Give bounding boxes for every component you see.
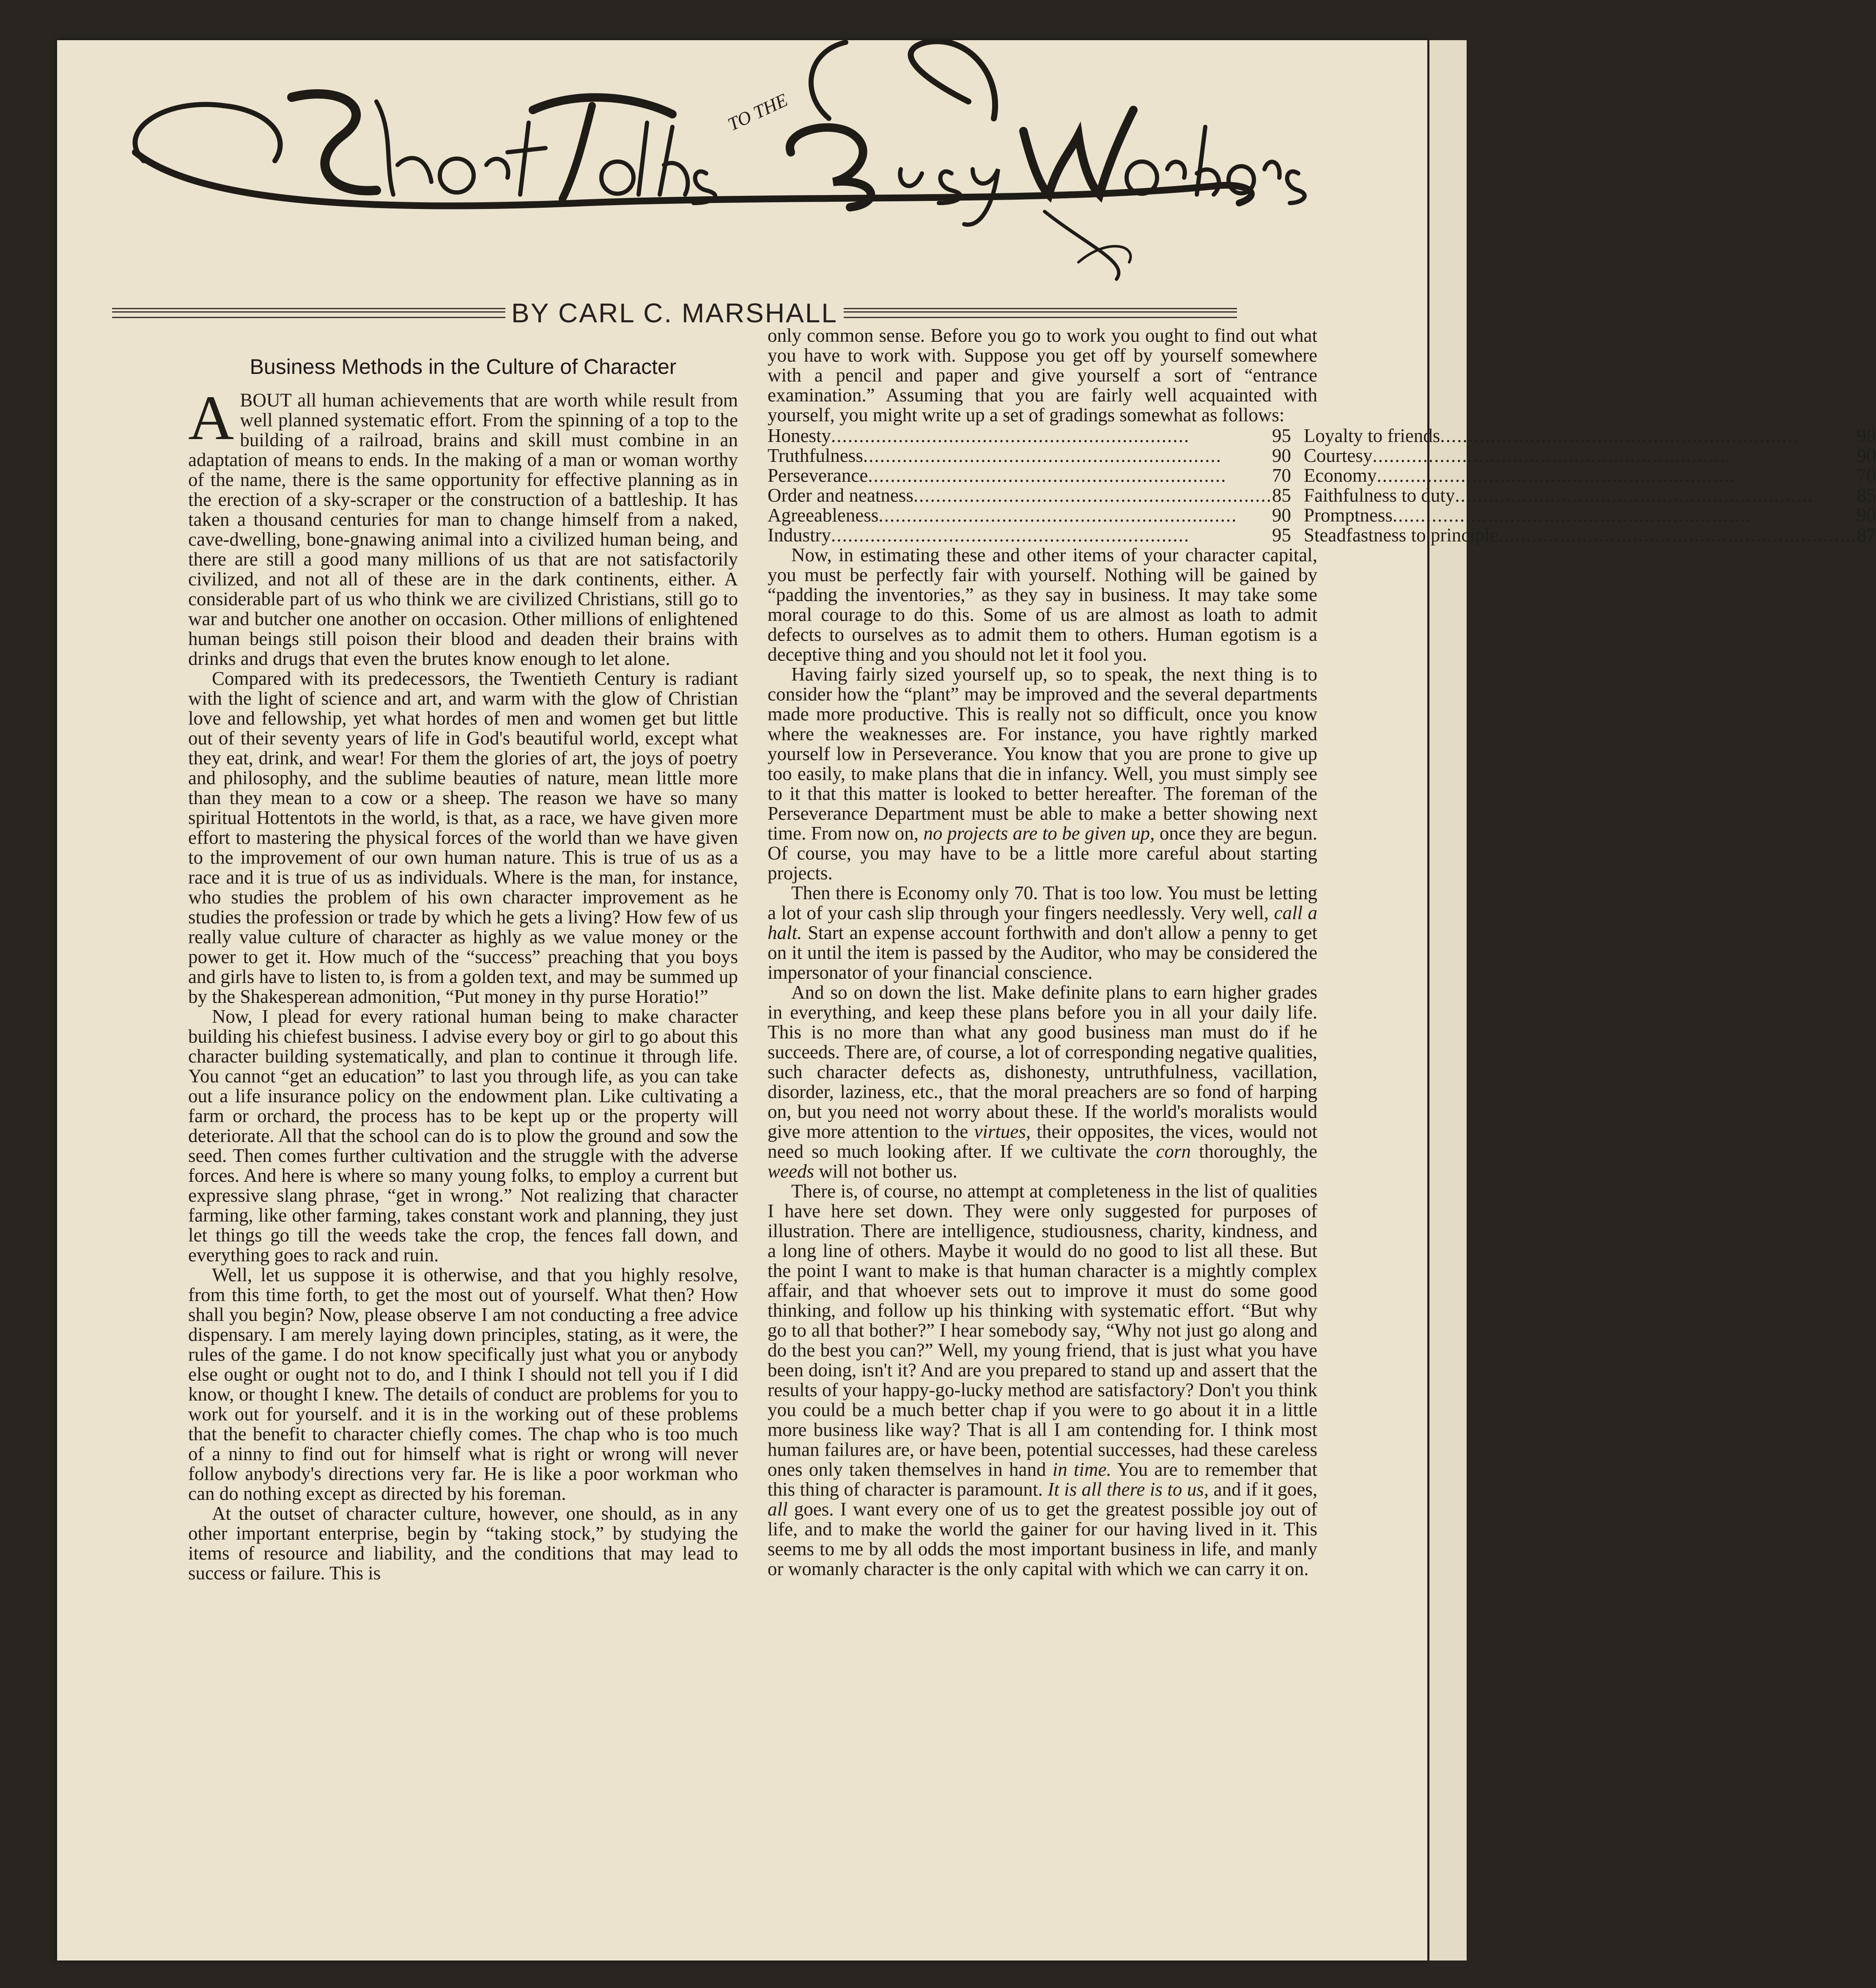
grade-row: Faithfulness to duty ..... 85 [1304, 486, 1876, 505]
grade-row: Honesty ..... 95 [768, 426, 1291, 446]
paragraph: And so on down the list. Make definite plans to earn higher grades in everything, and keep these plans before you in all your daily life. This is no more than what any good business man must do if he succeeds. There are, of course, a lot of corresponding negative qualities, such character defects as, dishonesty, untruthfulness, vacillation, disorder, laziness, etc., that the moral preachers are so fond of harping on, but you need not worry about these. If the world's moralists would give more attention to the virtues, their opposites, the vices, would not need so much looking after. If we cultivate the corn thoroughly, the weeds will not bother us. [768, 982, 1318, 1182]
right-column [768, 325, 1876, 1831]
paragraph: Well, let us suppose it is otherwise, and that you highly resolve, from this time forth, to get the most out of yourself. What then? How shall you begin? Now, please observe I am not conducting a free advice dispensary. I am merely laying down principles, stating, as it were, the rules of the game. I do not know specifically just what you or anybody else ought or ought not to do, and I think I should not tell you if I did know, or thought I knew. The details of conduct are problems for you to work out for yourself. and it is in the working out of these problems that the benefit to character chiefly comes. The chap who is too much of a ninny to find out for himself what is right or wrong will never follow anybody's directions very far. He is like a poor workman who can do nothing except as directed by his foreman. [188, 1264, 738, 1504]
grade-row: Steadfastness to principle ..... 87 [1304, 525, 1876, 545]
paragraph: only common sense. Before you go to work you ought to find out what you have to work with. Suppose you get off by yourself somewhere with a pencil and paper and give yourself a sort of “entrance examination.” Assuming that you are fairly well acquainted with yourself, you might write up a set of gradings somewhat as follows: [768, 325, 1317, 426]
grade-row: Loyalty to friends ..... 98 [1304, 426, 1876, 446]
emphasis: all [768, 1499, 788, 1520]
emphasis: It is all there is to us, [1048, 1479, 1209, 1500]
grade-row: Agreeableness ..... 90 [768, 505, 1291, 525]
grade-row: Promptness ..... 90 [1304, 505, 1876, 525]
paragraph-text: BOUT all human achievements that are worth while result from well planned systematic effort. From the spinning of a top to the building of a railroad, brains and skill must combine in an adaptation of means to ends. In the making of a man or woman worthy of the name, there is the same opportunity for effective planning as in the erection of a sky-scraper or the construction of a battleship. It has taken a thousand centuries for man to change himself from a naked, cave-dwelling, bone-gnawing animal into a civilized human being, and there are still a good many millions of us that are not satisfactorily civilized, and not all of these are in the dark continents, either. A considerable part of us who think we are civilized Christians, still go to war and butcher one another on occasion. Other millions of enlightened human beings still poison their blood and deaden their brains with drinks and drugs that even the brutes know enough to let alone. [188, 390, 738, 669]
grade-row: Truthfulness ..... 90 [768, 446, 1291, 466]
paragraph: There is, of course, no attempt at completeness in the list of qualities I have here set down. They were only suggested for purposes of illustration. There are intelligence, studiousness, charity, kindness, and a long line of others. Maybe it would do no good to list all these. But the point I want to make is that human character is a mightly complex affair, and that whoever sets out to improve it must do some good thinking, and follow up his thinking with systematic effort. “But why go to all that bother?” I hear somebody say, “Why not just go along and do the best you can?” Well, my young friend, that is just what you have been doing, isn't it? And are you prepared to stand up and assert that the results of your happy-go-lucky method are satisfactory? Don't you think you could be a much better chap if you were to go about it in a little more business like way? That is all I am contending for. I think most human failures are, or have been, potential successes, had these careless ones only taken themselves in hand in time. You are to remember that this thing of character is paramount. It is all there is to us, and if it goes, all goes. I want every one of us to get the greatest possible joy out of life, and to make the world the gainer for our having lived in it. This seems to me by all odds the most important business in life, and manly or womanly character is the only capital with which we can carry it on. [768, 1181, 1318, 1579]
left-column [188, 338, 738, 1844]
masthead-script-title [72, 25, 1307, 279]
byline: BY CARL C. MARSHALL [511, 298, 838, 328]
paragraph [188, 383, 738, 669]
emphasis: virtues, [974, 1121, 1031, 1142]
paragraph: Now, in estimating these and other items of your character capital, you must be perfectly fair with yourself. Nothing will be gained by “padding the inventories,” as they say in business. It may take some moral courage to do this. Some of us are almost as loath to admit defects to ourselves as to admit them to others. Human egotism is a deceptive thing and you should not let it fool you. [768, 544, 1317, 665]
drop-cap: A [188, 383, 234, 453]
grade-row: Courtesy ..... 90 [1304, 446, 1876, 466]
paragraph: At the outset of character culture, however, one should, as in any other important enterprise, begin by “taking stock,” by studying the items of resource and liability, and the conditions that may lead to success or failure. This is [188, 1503, 738, 1584]
adjacent-page-edge [1429, 40, 1467, 1961]
byline-rule-left [112, 308, 505, 318]
grades-table [768, 425, 1876, 546]
grade-row: Perseverance ..... 70 [768, 466, 1291, 486]
svg-text:TO THE: TO THE [724, 89, 791, 135]
byline-rule-right [844, 308, 1237, 318]
article-subhead: Business Methods in the Culture of Character [250, 355, 677, 379]
paragraph: Having fairly sized yourself up, so to speak, the next thing is to consider how the “plant” may be improved and the several departments made more productive. This is really not so difficult, once you know where the weaknesses are. For instance, you have rightly marked yourself low in Perseverance. You know that you are prone to give up too easily, to make plans that die in infancy. Well, you must simply see to it that this matter is looked to better hereafter. The foreman of the Perseverance Department must be able to make a better showing next time. From now on, no projects are to be given up, once they are begun. Of course, you may have to be a little more careful about starting projects. [768, 664, 1318, 884]
grade-row: Order and neatness ..... 85 [768, 486, 1291, 505]
emphasis: call a halt. [768, 902, 1318, 943]
emphasis: corn [1156, 1141, 1191, 1162]
paragraph: Then there is Economy only 70. That is too low. You must be letting a lot of your cash slip through your fingers needlessly. Very well, call a halt. Start an expense account forthwith and don't allow a penny to get on it until the item is passed by the Auditor, who may be considered the impersonator of your financial conscience. [768, 882, 1318, 983]
grade-row: Industry ..... 95 [768, 525, 1291, 545]
emphasis: in time. [1052, 1459, 1111, 1480]
grade-row: Economy ..... 70 [1304, 466, 1876, 486]
masthead-calligraphy [72, 25, 1307, 279]
paragraph: Now, I plead for every rational human being to make character building his chiefest business. I advise every boy or girl to go about this character building systematically, and plan to continue it through life. You cannot “get an education” to last you through life, as you can take out a life insurance policy on the endowment plan. Like cultivating a farm or orchard, the process has to be kept up or the property will deteriorate. All that the school can do is to plow the ground and sow the seed. Then comes further cultivation and the struggle with the adverse forces. And here is where so many young folks, to employ a current but expressive slang phrase, “get in wrong.” Not realizing that character farming, like other farming, takes constant work and planning, they just let things go till the weeds take the crop, the fences fall down, and everything goes to rack and ruin. [188, 1006, 738, 1266]
emphasis: weeds [768, 1161, 814, 1182]
paragraph: Compared with its predecessors, the Twentieth Century is radiant with the light of science and art, and warm with the glow of Christian love and fellowship, yet what hordes of men and women get but little out of their seventy years of life in God's beautiful world, except what they eat, drink, and wear! For them the glories of art, the joys of poetry and philosophy, and the sublime beauties of nature, mean little more than they mean to a cow or a sheep. The reason we have so many spiritual Hottentots in the world, is that, as a race, we have given more effort to mastering the physical forces of the world than we have given to the improvement of our own human nature. This is true of us as a race and it is true of us as individuals. Where is the man, for instance, who studies the problem of his own character improvement as he studies the profession or trade by which he gets a living? How few of us really value culture of character as highly as we value money or the power to get it. How much of the “success” preaching that you boys and girls have to listen to, is from a golden text, and may be summed up by the Shakesperean admonition, “Put money in thy purse Horatio!” [188, 668, 738, 1007]
emphasis: no projects are to be given up, [923, 823, 1155, 844]
